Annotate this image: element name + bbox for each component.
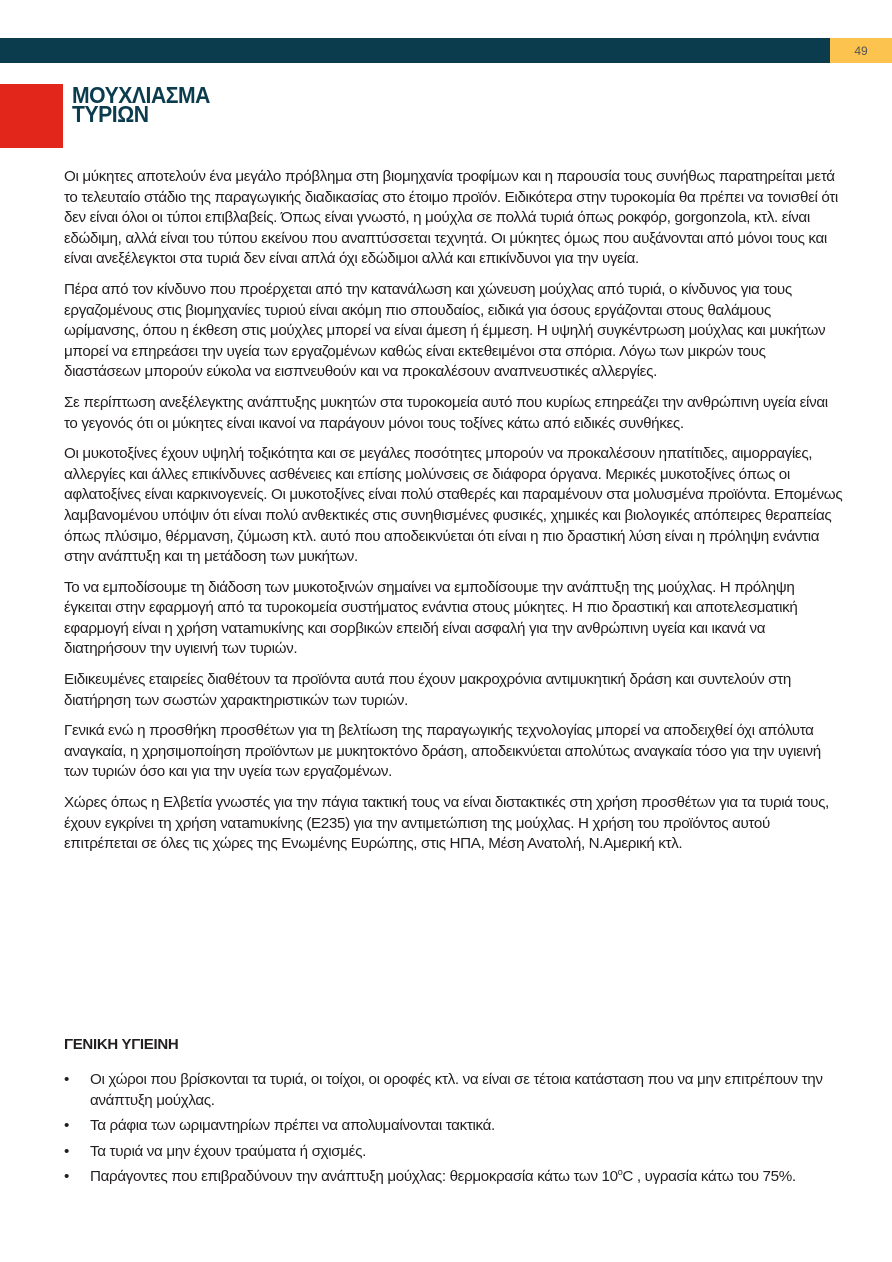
page-number: 49: [854, 43, 868, 58]
paragraph: Ειδικευμένες εταιρείες διαθέτουν τα προϊόντα αυτά που έχουν μακροχρόνια αντιμυκητική δράση και συντελούν στη διατήρηση των σωστών χαρακτηριστικών των τυριών.: [64, 671, 791, 709]
list-item: [64, 1167, 834, 1188]
hygiene-list: [64, 1070, 834, 1193]
bullet-icon: •: [64, 1168, 69, 1186]
list-item: [64, 1070, 834, 1111]
bullet-icon: •: [64, 1117, 69, 1135]
paragraph: Χώρες όπως η Ελβετία γνωστές για την πάγια τακτική τους να είναι διστακτικές στη χρήση προσθέτων για τα τυριά τους, έχουν εγκρίνει τη χρήση νατamυκίνης (Ε235) για την αντιμετώπιση της μούχλας. Η χρήση του προϊόντος αυτού επιτρέπεται σε όλες τις χώρες της Ενωμένης Ευρώπης, στις ΗΠΑ, Μέση Ανατολή, Ν.Αμερική κτλ.: [64, 794, 829, 853]
bullet-icon: •: [64, 1071, 69, 1088]
page-number-box: [830, 38, 892, 63]
list-item: [64, 1142, 834, 1163]
list-item-text: Τα τυριά να μην έχουν τραύματα ή σχισμές.: [90, 1142, 366, 1160]
degree-superscript: ο: [617, 1167, 623, 1178]
paragraph: Το να εμποδίσουμε τη διάδοση των μυκοτοξινών σημαίνει να εμποδίσουμε την ανάπτυξη της μούχλας. Η πρόληψη έγκειται στην εφαρμογή από τα τυροκομεία συστήματος ενάντια στους μύκητες. Η πιο δραστική και αποτελεσματική εφαρμογή είναι η χρήση νατamυκίνης και σορβικών επειδή είναι ασφαλή για την ανθρώπινη υγεία και ικανά να διατηρήσουν την υγιεινή των τυριών.: [64, 578, 798, 658]
title-line-1: ΜΟΥΧΛΙΑΣΜΑ: [72, 82, 211, 108]
list-item-text-after: C , υγρασία κάτω του 75%.: [622, 1168, 796, 1186]
paragraph: Σε περίπτωση ανεξέλεγκτης ανάπτυξης μυκητών στα τυροκομεία αυτό που κυρίως επηρεάζει την ανθρώπινη υγεία είναι το γεγονός ότι οι μύκητες είναι ικανοί να παράγουν μόνοι τους τοξίνες κάτω από ειδικές συνθήκες.: [64, 393, 828, 432]
page-title: [72, 82, 211, 127]
list-item-text: Οι χώροι που βρίσκονται τα τυριά, οι τοίχοι, οι οροφές κτλ. να είναι σε τέτοια κατάσταση που να μην επιτρέπουν την ανάπτυξη μούχλας.: [90, 1071, 823, 1109]
paragraph: Οι μυκοτοξίνες έχουν υψηλή τοξικότητα και σε μεγάλες ποσότητες μπορούν να προκαλέσουν ηπατίτιδες, αιμορραγίες, αλλεργίες και άλλες επικίνδυνες ασθένειες και επίσης μολύνσεις σε διάφορα όργανα. Μερικές μυκοτοξίνες όπως οι αφλατοξίνες είναι καρκινογενείς. Οι μυκοτοξίνες είναι πολύ σταθερές και παραμένουν στα μολυσμένα προϊόντα. Επομένως λαμβανομένου υπόψιν ότι είναι πολύ ανθεκτικές στις συνηθισμένες φυσικές, χημικές και βιολογικές απόπειρες θεραπείας όπως πλύσιμο, θέρμανση, ζύμωση κτλ. αυτό που αποδεικνύεται ότι είναι η πιο δραστική λύση είναι η πρόληψη ενάντια στην ανάπτυξη και τη μετάδοση των μυκήτων.: [64, 445, 843, 566]
paragraph: Οι μύκητες αποτελούν ένα μεγάλο πρόβλημα στη βιομηχανία τροφίμων και η παρουσία τους συνήθως παρατηρείται μετά το τελευταίο στάδιο της παραγωγικής διαδικασίας στο έτοιμο προϊόν. Ειδικότερα στην τυροκομία θα πρέπει να τονισθεί ότι δεν είναι όλοι οι τύποι επιβλαβείς. Όπως είναι γνωστό, η μούχλα σε πολλά τυριά όπως ροκφόρ, gorgonzola, κτλ. είναι εδώδιμη, αλλά είναι του τύπου εκείνου που αναπτύσσεται τεχνητά. Οι μύκητες όμως που αυξάνονται από μόνοι τους και είναι ανεξέλεγκτοι στα τυριά δεν είναι απλά όχι εδώδιμοι αλλά και επικίνδυνοι για την υγεία.: [64, 168, 838, 268]
title-line-2: ΤΥΡΙΩΝ: [72, 101, 149, 127]
list-item-text-before: Παράγοντες που επιβραδύνουν την ανάπτυξη μούχλας: θερμοκρασία κάτω των 10: [90, 1168, 618, 1186]
paragraph: Πέρα από τον κίνδυνο που προέρχεται από την κατανάλωση και χώνευση μούχλας από τυριά, ο κίνδυνος για τους εργαζομένους στις βιομηχανίες τυριού είναι ακόμη πιο σπουδαίος, ειδικά για όσους εργάζονται στους θαλάμους ωρίμανσης, όπου η έκθεση στις μούχλες μπορεί να είναι άμεση ή έμμεση. Η υψηλή συγκέντρωση μούχλας και μυκήτων μπορεί να επηρεάσει την υγεία των εργαζομένων καθώς είναι εκτεθειμένοι στα σπόρια. Λόγω των μικρών τους διαστάσεων μπορούν εύκολα να εισπνευθούν και να προκαλέσουν αναπνευστικές αλλεργίες.: [64, 280, 826, 381]
list-item-text: [90, 1168, 796, 1185]
paragraph: Γενικά ενώ η προσθήκη προσθέτων για τη βελτίωση της παραγωγικής τεχνολογίας μπορεί να αποδειχθεί όχι απόλυτα αναγκαία, η χρησιμοποίηση προϊόντων με μυκητοκτόνο δράση, αποδεικνύεται απολύτως αναγκαία τόσο για την υγιεινή των τυριών όσο και για την υγεία των εργαζομένων.: [64, 722, 821, 781]
list-item: [64, 1116, 834, 1137]
list-item-text: Τα ράφια των ωριμαντηρίων πρέπει να απολυμαίνονται τακτικά.: [90, 1117, 495, 1135]
header-band: [0, 38, 830, 63]
section-heading: ΓΕΝΙΚΗ ΥΓΙΕΙΝΗ: [64, 1036, 179, 1053]
accent-block: [0, 84, 63, 148]
bullet-icon: •: [64, 1142, 69, 1160]
body-content: [64, 167, 844, 865]
